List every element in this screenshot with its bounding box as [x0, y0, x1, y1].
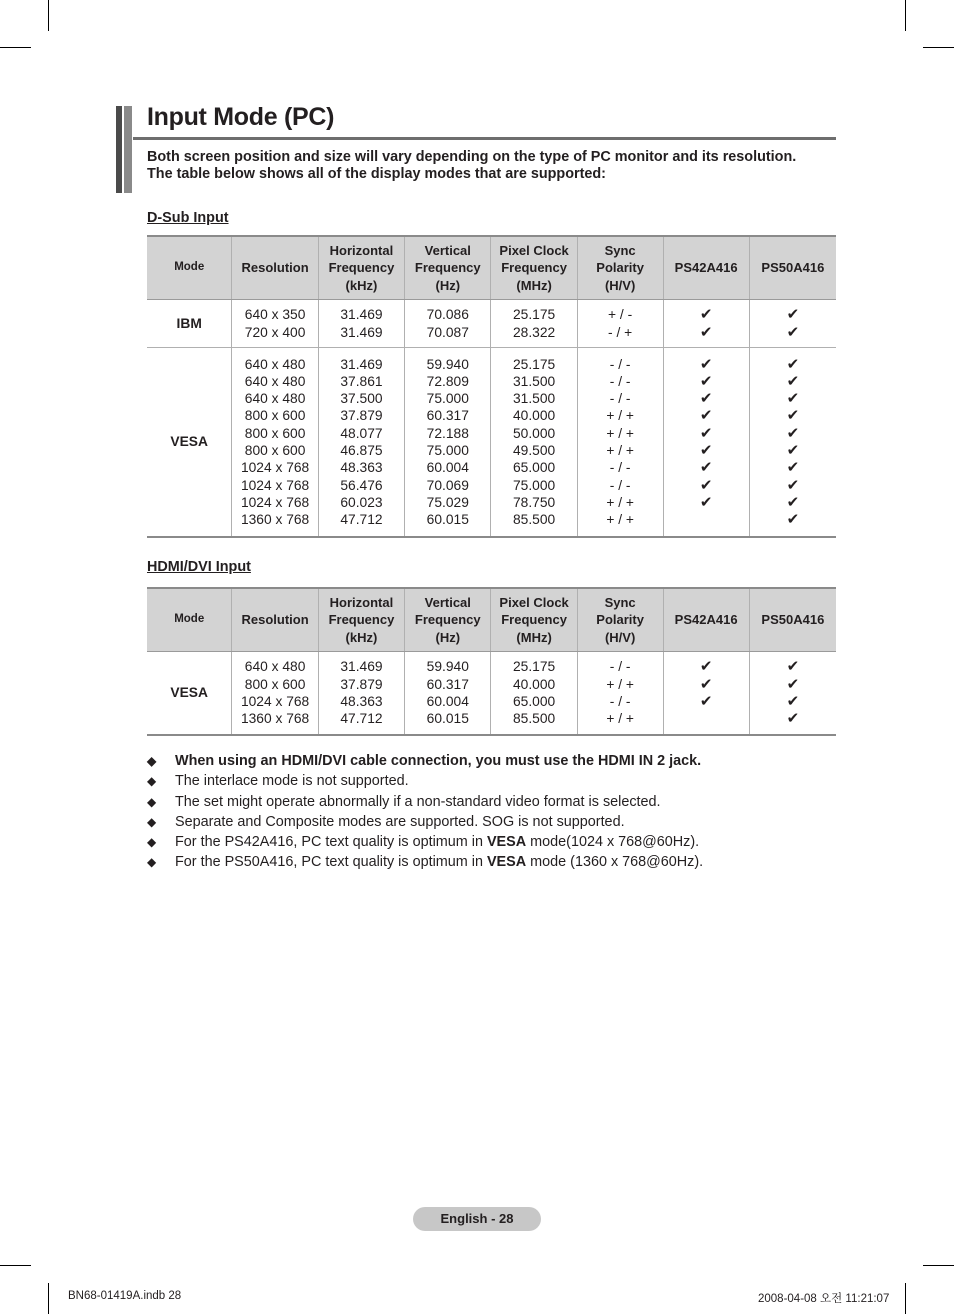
check-icon: ✔ — [699, 424, 713, 442]
cell-value: 800 x 600 — [244, 443, 306, 458]
cell-value: 25.175 — [513, 659, 556, 675]
cell-value: + / + — [606, 408, 634, 424]
crop-mark — [0, 47, 31, 48]
check-icon: ✔ — [786, 323, 800, 341]
header-text: Resolution — [241, 260, 309, 276]
check-icon: ✔ — [699, 407, 713, 425]
check-icon: ✔ — [699, 355, 713, 373]
header-text: Sync — [604, 242, 636, 258]
cell-value: - / - — [609, 356, 631, 372]
header-text: (Hz) — [435, 277, 461, 293]
column-header — [232, 588, 318, 652]
cell-value: 59.940 — [426, 356, 469, 372]
check-icon: ✔ — [786, 424, 800, 442]
crop-mark — [905, 0, 906, 31]
dsub-mode-table — [147, 235, 836, 538]
cell-value: 25.175 — [513, 356, 556, 372]
cell-value: 1360 x 768 — [240, 512, 310, 528]
cell-value: - / - — [609, 659, 631, 675]
note-text-bold: VESA — [486, 834, 527, 851]
header-text: Sync — [604, 594, 636, 610]
cell-value: 48.363 — [340, 460, 383, 476]
note-text-part: For the PS42A416, PC text quality is optimum in — [175, 834, 487, 851]
hfreq-cell — [318, 348, 404, 538]
diamond-bullet-icon: ◆ — [147, 835, 157, 850]
sync-cell — [577, 300, 663, 348]
check-icon: ✔ — [699, 372, 713, 390]
diamond-bullet-icon: ◆ — [147, 794, 157, 809]
cell-value: + / + — [606, 711, 634, 727]
check-icon: ✔ — [699, 323, 713, 341]
diamond-bullet-icon: ◆ — [147, 814, 157, 829]
column-header — [405, 236, 491, 300]
cell-value: 1024 x 768 — [240, 477, 310, 493]
cell-value: 70.069 — [426, 477, 469, 493]
title-accent-bar — [116, 106, 122, 193]
cell-value: - / - — [609, 694, 631, 709]
header-text: (H/V) — [604, 629, 636, 645]
check-icon: ✔ — [786, 476, 800, 494]
note-text: When using an HDMI/DVI cable connection, you must use the HDMI IN 2 jack. — [175, 753, 702, 769]
cell-value: 25.175 — [513, 307, 556, 323]
note-text-part: For the PS50A416, PC text quality is optimum in — [175, 854, 487, 871]
cell-value: 720 x 400 — [244, 324, 306, 340]
check-icon: ✔ — [786, 459, 800, 477]
column-header — [232, 236, 318, 300]
sync-cell — [577, 348, 663, 538]
cell-value: 37.879 — [340, 408, 383, 424]
cell-value: 46.875 — [340, 443, 383, 458]
note-text: Separate and Composite modes are supported. SOG is not supported. — [175, 813, 625, 830]
hdmi-section-label: HDMI/DVI Input — [147, 559, 251, 575]
cell-value: 47.712 — [340, 512, 383, 528]
cell-value: 40.000 — [513, 676, 556, 692]
resolution-cell — [232, 300, 318, 348]
cell-value: 31.469 — [340, 356, 383, 372]
cell-value: 60.317 — [426, 676, 469, 692]
cell-value: 49.500 — [513, 443, 556, 458]
column-header — [147, 236, 232, 300]
header-text: PS42A416 — [674, 612, 738, 628]
check-icon: ✔ — [786, 693, 800, 710]
title-rule — [133, 137, 836, 140]
hfreq-cell — [318, 300, 404, 348]
sync-cell — [577, 652, 663, 736]
cell-value: 640 x 480 — [244, 356, 306, 372]
cell-value: 72.809 — [426, 373, 469, 389]
cell-value: 65.000 — [513, 694, 556, 709]
note-text-bold: VESA — [486, 854, 527, 871]
intro-line: Both screen position and size will vary depending on the type of PC monitor and its resolution. — [147, 149, 797, 165]
pclk-cell — [491, 652, 577, 736]
header-text: Polarity — [596, 260, 644, 276]
header-text: Frequency — [328, 612, 395, 628]
cell-value: + / + — [606, 425, 634, 441]
column-header — [663, 588, 749, 652]
header-text: (Hz) — [435, 629, 461, 645]
crop-mark — [48, 1283, 49, 1314]
cell-value: 640 x 350 — [244, 307, 306, 323]
cell-value: 31.469 — [340, 659, 383, 675]
check-icon: ✔ — [699, 442, 713, 459]
cell-value: 640 x 480 — [244, 659, 306, 675]
cell-value: - / - — [609, 477, 631, 493]
cell-value: 56.476 — [340, 477, 383, 493]
cell-value: 640 x 480 — [244, 391, 306, 407]
header-text: Horizontal — [329, 242, 394, 258]
note-text-part: mode (1360 x 768@60Hz). — [526, 854, 704, 871]
header-text: (MHz) — [516, 277, 552, 293]
cell-value: + / + — [606, 443, 634, 458]
cell-value: + / + — [606, 676, 634, 692]
note-item — [147, 792, 847, 812]
cell-value: 800 x 600 — [244, 425, 306, 441]
table-row — [147, 348, 836, 538]
cell-value: - / - — [609, 373, 631, 389]
cell-value: 47.712 — [340, 711, 383, 727]
cell-value: 48.077 — [340, 425, 383, 441]
check-icon: ✔ — [699, 390, 713, 408]
header-text: Horizontal — [329, 594, 394, 610]
cell-value: 1024 x 768 — [240, 494, 310, 510]
note-item — [147, 852, 847, 872]
vfreq-cell — [405, 652, 491, 736]
cell-value: 31.469 — [340, 307, 383, 323]
check-icon — [664, 511, 749, 528]
note-text: The set might operate abnormally if a non-standard video format is selected. — [175, 793, 661, 810]
diamond-bullet-icon: ◆ — [147, 774, 157, 789]
check-icon: ✔ — [699, 306, 713, 324]
cell-value: 800 x 600 — [244, 676, 306, 692]
note-item — [147, 832, 847, 852]
header-text: PS50A416 — [761, 612, 825, 628]
cell-value: 1024 x 768 — [240, 460, 310, 476]
cell-value: + / + — [606, 512, 634, 528]
header-text: Mode — [174, 613, 205, 626]
cell-value: 78.750 — [513, 494, 556, 510]
check-icon: ✔ — [786, 493, 800, 511]
check-icon: ✔ — [786, 407, 800, 425]
hfreq-cell — [318, 652, 404, 736]
check-icon: ✔ — [786, 390, 800, 408]
cell-value: 37.500 — [340, 391, 383, 407]
header-text: Frequency — [414, 612, 481, 628]
header-text: (kHz) — [345, 629, 378, 645]
check-icon: ✔ — [786, 442, 800, 459]
crop-mark — [905, 1283, 906, 1314]
header-text: Mode — [174, 261, 205, 274]
cell-value: 75.000 — [426, 443, 469, 458]
note-text — [175, 832, 699, 852]
cell-value: 60.023 — [340, 494, 383, 510]
ps50-cell — [749, 348, 836, 538]
ps42-cell — [663, 300, 749, 348]
note-item — [147, 751, 847, 771]
cell-value: 28.322 — [513, 324, 556, 340]
cell-value: 60.317 — [426, 408, 469, 424]
intro-line: The table below shows all of the display modes that are supported: — [147, 166, 606, 182]
intro-text — [147, 149, 837, 183]
header-text: Frequency — [501, 260, 567, 276]
cell-value: + / - — [608, 307, 633, 323]
column-header — [577, 236, 663, 300]
cell-value: 640 x 480 — [244, 373, 306, 389]
cell-value: 37.879 — [340, 676, 383, 692]
header-text: Frequency — [414, 260, 481, 276]
header-text: (kHz) — [345, 277, 378, 293]
cell-value: 40.000 — [513, 408, 556, 424]
cell-value: 31.500 — [513, 391, 556, 407]
diamond-bullet-icon: ◆ — [147, 754, 157, 768]
cell-value: 48.363 — [340, 694, 383, 709]
check-icon: ✔ — [786, 306, 800, 324]
column-header — [405, 588, 491, 652]
pclk-cell — [491, 348, 577, 538]
page-title: Input Mode (PC) — [147, 103, 335, 131]
resolution-cell — [232, 348, 318, 538]
cell-value: 60.015 — [426, 512, 469, 528]
column-header — [577, 588, 663, 652]
check-icon: ✔ — [786, 355, 800, 373]
note-item — [147, 771, 847, 791]
column-header — [318, 588, 404, 652]
cell-value: 31.469 — [340, 324, 383, 340]
table-header-row — [147, 236, 836, 300]
resolution-cell — [232, 652, 318, 736]
check-icon: ✔ — [786, 658, 800, 676]
check-icon: ✔ — [786, 511, 800, 529]
hdmi-mode-table — [147, 587, 836, 736]
note-text: The interlace mode is not supported. — [175, 773, 409, 790]
cell-value: 85.500 — [513, 711, 556, 727]
column-header — [147, 588, 232, 652]
cell-value: 50.000 — [513, 425, 556, 441]
ps42-cell — [663, 348, 749, 538]
cell-value: 60.015 — [426, 711, 469, 727]
cell-value: 60.004 — [426, 694, 469, 709]
cell-value: - / - — [609, 391, 631, 407]
check-icon: ✔ — [699, 658, 713, 676]
note-text — [175, 852, 703, 872]
header-text: (H/V) — [604, 277, 636, 293]
header-text: PS50A416 — [761, 260, 825, 276]
mode-cell: VESA — [147, 652, 232, 736]
cell-value: + / + — [606, 494, 634, 510]
print-date-info: 2008-04-08 오전 11:21:07 — [758, 1293, 890, 1305]
table-row — [147, 652, 836, 736]
cell-value: 60.004 — [426, 460, 469, 476]
header-text: Frequency — [328, 260, 395, 276]
cell-value: - / - — [609, 460, 631, 476]
vfreq-cell — [405, 348, 491, 538]
dsub-section-label: D-Sub Input — [147, 210, 229, 226]
check-icon: ✔ — [699, 693, 713, 710]
cell-value: - / + — [608, 324, 633, 340]
check-icon: ✔ — [699, 675, 713, 693]
title-accent-bar — [124, 106, 132, 193]
cell-value: 75.000 — [513, 477, 556, 493]
header-text: Pixel Clock — [499, 242, 569, 258]
note-item — [147, 812, 847, 832]
cell-value: 65.000 — [513, 460, 556, 476]
check-icon — [664, 710, 749, 727]
diamond-bullet-icon: ◆ — [147, 855, 157, 870]
header-text: Vertical — [424, 594, 471, 610]
header-text: Polarity — [596, 612, 644, 628]
cell-value: 800 x 600 — [244, 408, 306, 424]
mode-cell: IBM — [147, 300, 232, 348]
column-header — [491, 588, 577, 652]
cell-value: 85.500 — [513, 512, 556, 528]
column-header — [749, 236, 836, 300]
notes-list — [147, 751, 847, 873]
column-header — [663, 236, 749, 300]
check-icon: ✔ — [786, 372, 800, 390]
crop-mark — [923, 47, 954, 48]
crop-mark — [923, 1265, 954, 1266]
header-text: Pixel Clock — [499, 594, 569, 610]
check-icon: ✔ — [699, 476, 713, 494]
pclk-cell — [491, 300, 577, 348]
cell-value: 1360 x 768 — [240, 711, 310, 727]
mode-cell: VESA — [147, 348, 232, 538]
cell-value: 37.861 — [340, 373, 383, 389]
table-row — [147, 300, 836, 348]
check-icon: ✔ — [699, 459, 713, 477]
page-number-badge: English - 28 — [413, 1207, 541, 1231]
check-icon: ✔ — [699, 493, 713, 511]
crop-mark — [48, 0, 49, 31]
header-text: (MHz) — [516, 629, 552, 645]
column-header — [491, 236, 577, 300]
header-text: PS42A416 — [674, 260, 738, 276]
cell-value: 72.188 — [426, 425, 469, 441]
header-text: Resolution — [241, 612, 309, 628]
table-header-row — [147, 588, 836, 652]
header-text: Frequency — [501, 612, 567, 628]
column-header — [318, 236, 404, 300]
cell-value: 1024 x 768 — [240, 694, 310, 709]
ps42-cell — [663, 652, 749, 736]
cell-value: 75.000 — [426, 391, 469, 407]
cell-value: 70.087 — [426, 324, 469, 340]
ps50-cell — [749, 300, 836, 348]
cell-value: 59.940 — [426, 659, 469, 675]
cell-value: 31.500 — [513, 373, 556, 389]
vfreq-cell — [405, 300, 491, 348]
crop-mark — [0, 1265, 31, 1266]
cell-value: 70.086 — [426, 307, 469, 323]
header-text: Vertical — [424, 242, 471, 258]
ps50-cell — [749, 652, 836, 736]
column-header — [749, 588, 836, 652]
note-text-part: mode(1024 x 768@60Hz). — [526, 834, 700, 851]
check-icon: ✔ — [786, 710, 800, 728]
print-file-info: BN68-01419A.indb 28 — [68, 1290, 182, 1302]
cell-value: 75.029 — [426, 494, 469, 510]
check-icon: ✔ — [786, 675, 800, 693]
